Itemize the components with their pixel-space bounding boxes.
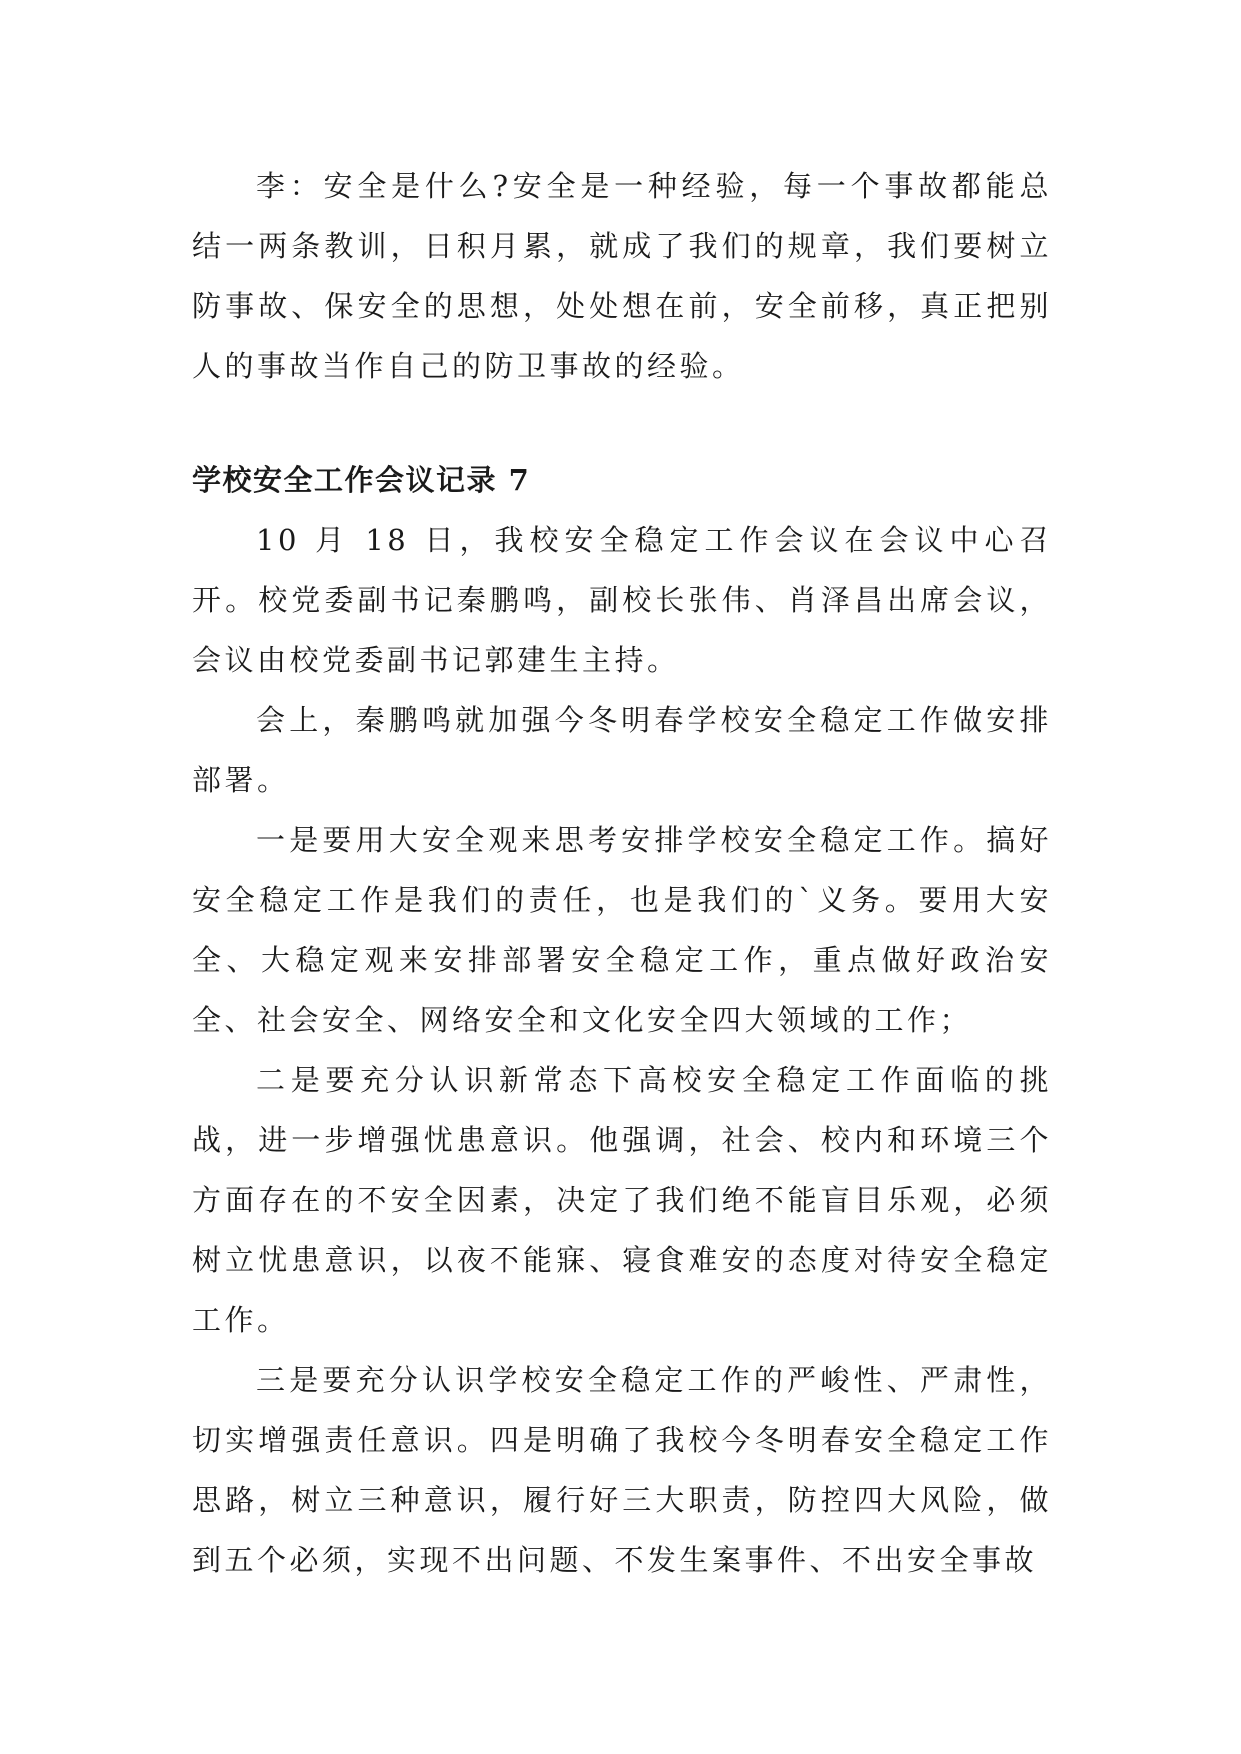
intro-paragraph: 李：安全是什么?安全是一种经验，每一个事故都能总结一两条教训，日积月累，就成了我们的规章，我们要树立防事故、保安全的思想，处处想在前，安全前移，真正把别人的事故当作自己的防卫事故的经验。 (192, 169, 1052, 383)
intro-section (192, 156, 1052, 396)
paragraph-meeting-opening: 10 月 18 日，我校安全稳定工作会议在会议中心召开。校党委副书记秦鹏鸣，副校长张伟、肖泽昌出席会议，会议由校党委副书记郭建生主持。 (192, 523, 1052, 677)
paragraph-point-two: 二是要充分认识新常态下高校安全稳定工作面临的挑战，进一步增强忧患意识。他强调，社会、校内和环境三个方面存在的不安全因素，决定了我们绝不能盲目乐观，必须树立忧患意识，以夜不能寐、寝食难安的态度对待安全稳定工作。 (192, 1063, 1052, 1337)
section-title: 学校安全工作会议记录 7 (192, 463, 531, 497)
paragraph-point-three: 三是要充分认识学校安全稳定工作的严峻性、严肃性，切实增强责任意识。四是明确了我校今冬明春安全稳定工作思路，树立三种意识，履行好三大职责，防控四大风险，做到五个必须，实现不出问题、不发生案事件、不出安全事故 (192, 1363, 1052, 1577)
paragraph-deployment: 会上，秦鹏鸣就加强今冬明春学校安全稳定工作做安排部署。 (192, 703, 1052, 797)
meeting-record-section (192, 450, 1052, 1590)
paragraph-point-one: 一是要用大安全观来思考安排学校安全稳定工作。搞好安全稳定工作是我们的责任，也是我们的`义务。要用大安全、大稳定观来安排部署安全稳定工作，重点做好政治安全、社会安全、网络安全和文化安全四大领域的工作； (192, 823, 1052, 1037)
